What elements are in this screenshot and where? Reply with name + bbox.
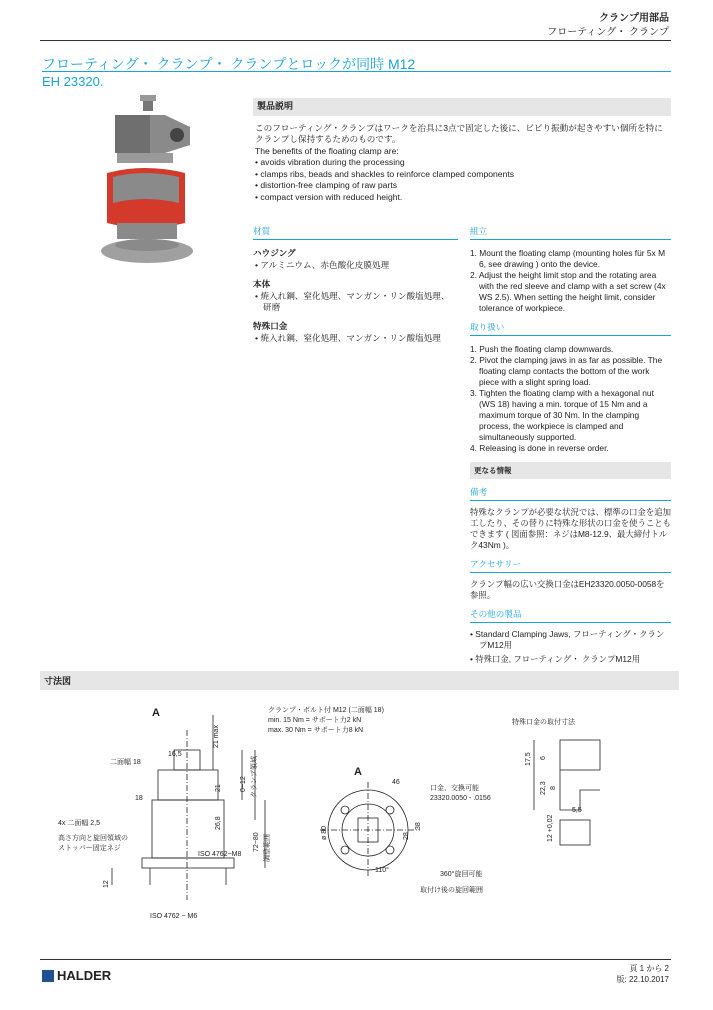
iso-m8: ISO 4762−M8: [198, 851, 242, 858]
accessory-text: クランプ幅の広い交換口金はEH23320.0050-0058を参照。: [470, 579, 665, 600]
dim-6: 6: [540, 756, 547, 760]
header-subcategory: フローティング・ クランプ: [547, 27, 669, 38]
dim-21: 21: [215, 784, 222, 792]
handling-step: 4. Releasing is done in reverse order.: [470, 443, 609, 453]
dim-8: 8: [550, 786, 557, 790]
intro-en: The benefits of the floating clamp are:: [255, 145, 399, 156]
brand-logo: [42, 968, 111, 983]
bolt-label: クランプ・ボルト付 M12 (二面幅 18): [268, 707, 384, 714]
benefit-item: • compact version with reduced height.: [255, 192, 671, 204]
jaw-number: 23320.0050 - .0156: [430, 795, 491, 802]
handling-heading: 取り扱い: [470, 322, 505, 332]
material-title: 特殊口金: [253, 321, 288, 331]
dim-28: 28: [403, 832, 410, 840]
dim-26-8: 26,8: [215, 816, 222, 830]
instructions-column: [470, 226, 671, 668]
header-category: クランプ用部品: [599, 13, 669, 24]
ws18-label: 二面幅 18: [110, 759, 141, 766]
other-heading: その他の製品: [470, 609, 522, 619]
dim-72-80: 72−80: [253, 832, 260, 852]
ws25-label: 4x 二面幅 2,5: [58, 820, 101, 827]
footer-divider: [40, 959, 671, 960]
min-torque: min. 15 Nm = サポート力2 kN: [268, 717, 362, 724]
footer-info: [617, 963, 669, 985]
iso-m6: ISO 4762 − M6: [150, 913, 198, 920]
other-products: [470, 629, 671, 665]
note-text: 特殊なクランプが必要な状況では、標準の口金を追加工したり、その替りに特殊な形状の口金を使うこともできます ( 図面参照：ネジはM8-12.9、最大締付トルク43Nm )。: [470, 507, 671, 550]
assembly-step: 2. Adjust the height limit stop and the rotating area with the red sleeve and clamp with a set screw (4x WS 2.5). When setting the height limit, consider tolerance of workpiece.: [470, 270, 666, 313]
dim-110: 110°: [375, 867, 389, 874]
dim-80: ø 80: [321, 825, 328, 840]
title-underline: [42, 71, 671, 72]
dimension-heading: 寸法図: [40, 671, 679, 690]
dim-46: 46: [392, 779, 400, 786]
document-header: [547, 12, 669, 40]
assembly-steps: [470, 248, 671, 314]
dim-38: 38: [415, 822, 422, 830]
jaw-label: 口金、交換可能: [430, 785, 479, 792]
page-number: 頁 1 から 2: [629, 964, 669, 973]
dim-16-5: 16,5: [168, 751, 182, 758]
dim-22-3: 22,3: [540, 781, 547, 795]
adjust-area: 調整範囲: [264, 834, 271, 862]
view-a-title: A: [354, 766, 362, 778]
material-title: 本体: [253, 279, 271, 289]
halder-logo-icon: [42, 970, 54, 982]
dim-0-12: 0−12: [240, 776, 247, 792]
accessory-heading: アクセサリー: [470, 559, 522, 569]
dim-18: 18: [135, 795, 143, 802]
dim-21max: 21 max: [213, 725, 220, 748]
material-section: [253, 226, 458, 344]
more-info-heading: 更なる情報: [470, 462, 671, 479]
special-jaw-label: 特殊口金の取付寸法: [512, 719, 575, 726]
handling-step: 2. Pivot the clamping jaws in as far as possible. The floating clamp contacts the bottom of the work piece with a slight spring load.: [470, 355, 663, 387]
benefit-item: • clamps ribs, beads and shackles to reinforce clamped components: [255, 169, 671, 181]
handling-step: 1. Push the floating clamp downwards.: [470, 344, 614, 354]
dim-12: 12: [103, 880, 110, 888]
clamp-area: クランプ領域: [251, 756, 258, 798]
material-item: • アルミニウム、赤色酸化皮膜処理: [253, 260, 458, 271]
assembly-heading: 組立: [470, 226, 488, 236]
description-heading: 製品説明: [253, 98, 671, 116]
assembly-step: 1. Mount the floating clamp (mounting holes für 5x M 6, see drawing ) onto the device.: [470, 248, 666, 269]
stopper-label: 高さ方向と旋回領域の: [58, 835, 128, 842]
material-item: • 焼入れ鋼、窒化処理、マンガン・リン酸塩処理: [253, 333, 458, 344]
rotation-label: 360°旋回可能: [440, 871, 483, 878]
dim-17-5: 17,5: [525, 752, 532, 766]
note-heading: 備考: [470, 487, 488, 497]
material-title: ハウジング: [253, 248, 296, 258]
max-torque: max. 30 Nm = サポート力8 kN: [268, 727, 364, 734]
dimension-drawing: [58, 700, 650, 930]
view-a-label: A: [152, 707, 160, 719]
intro-jp: このフローティング・クランプはワークを治具に3点で固定した後に、ビビり振動が起きやすい個所を特にクランプし保持するためのものです。: [255, 122, 663, 144]
other-product-item: • 特殊口金, フローティング・ クランプM12用: [470, 654, 671, 665]
other-product-item: • Standard Clamping Jaws, フローティング・クランプM12用: [470, 629, 671, 651]
product-description: [253, 98, 671, 203]
benefit-item: • avoids vibration during the processing: [255, 157, 671, 169]
dim-12-tol: 12 +0,02: [547, 814, 554, 842]
header-divider: [40, 40, 671, 41]
benefit-item: • distortion-free clamping of raw parts: [255, 180, 671, 192]
brand-name: HALDER: [57, 968, 112, 983]
mount-range-label: 取付け後の旋回範囲: [420, 887, 483, 894]
article-number: EH 23320.: [42, 74, 104, 89]
handling-steps: [470, 344, 671, 454]
stopper-label-2: ストッパー固定ネジ: [58, 845, 121, 852]
dim-5-5: 5,5: [572, 807, 582, 814]
material-heading: 材質: [253, 226, 271, 236]
handling-step: 3. Tighten the floating clamp with a hexagonal nut (WS 18) having a min. torque of 15 Nm and a maximum torque of 30 Nm. In the clamping process, the workpiece is clamped and simultaneously supported.: [470, 388, 654, 442]
version-date: 版: 22.10.2017: [616, 975, 669, 984]
page-title: フローティング・ クランプ・ クランプとロックが同時 M12: [42, 56, 416, 72]
material-item: • 焼入れ鋼、窒化処理、マンガン・リン酸塩処理、研磨: [253, 291, 458, 313]
product-image: [95, 95, 205, 267]
benefit-list: [253, 157, 671, 203]
